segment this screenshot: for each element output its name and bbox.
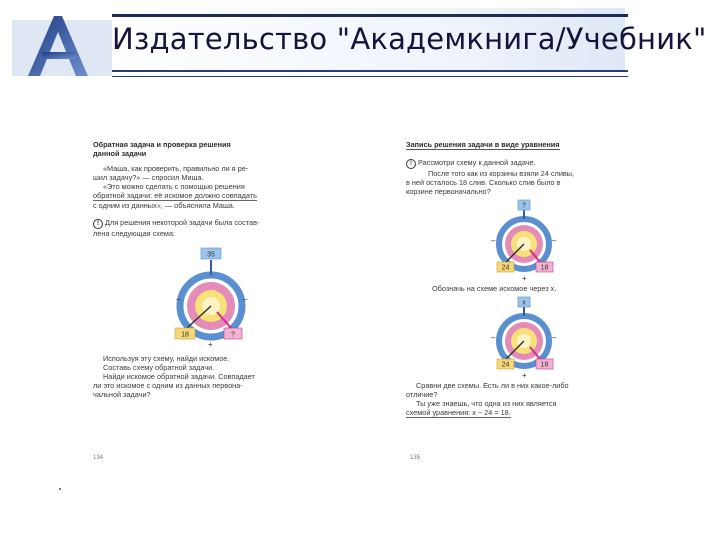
header-rule-bottom	[112, 70, 628, 72]
scheme-value-part-2: 18	[540, 264, 549, 272]
task-mark-icon: !	[406, 159, 416, 169]
svg-text:–: –	[491, 236, 496, 245]
header-rule-bottom-thin	[112, 76, 628, 77]
scheme-value-whole: x	[522, 299, 526, 307]
task-text: корзине первоначально?	[406, 187, 491, 196]
svg-text:+: +	[522, 371, 527, 380]
note-text: Обозначь на схеме искомое через x.	[432, 284, 557, 293]
scheme-value-part-1: 24	[501, 264, 510, 272]
question-line: Составь схему обратной задачи.	[103, 363, 215, 372]
scheme-diagram-2	[406, 295, 644, 381]
svg-text:+: +	[522, 274, 527, 283]
svg-text:+: +	[208, 340, 213, 349]
scheme-value-whole: ?	[522, 202, 526, 210]
paragraph-line: шил задачу?» — спросил Миша.	[93, 173, 204, 182]
page-number: 134	[93, 455, 104, 461]
task-text: Для решения некоторой задачи была состав-	[105, 218, 260, 227]
svg-text:–: –	[552, 333, 557, 342]
task-text: Рассмотри схему к данной задаче.	[418, 158, 536, 167]
scheme-value-part-1: 18	[181, 331, 189, 339]
textbook-page-right	[406, 140, 644, 465]
question-line: ли это искомое с одним из данных первона-	[93, 381, 243, 390]
textbook-page-left	[93, 140, 329, 465]
scheme-value-part-2: 18	[540, 361, 549, 369]
task-text: лена следующая схема:	[93, 229, 176, 238]
paragraph-line: обратной задачи: её искомое должно совпадать	[93, 191, 257, 200]
question-line: отличие?	[406, 390, 438, 399]
svg-text:–: –	[243, 295, 248, 304]
section-heading: Запись решения задачи в виде уравнения	[406, 140, 560, 149]
stray-dot	[59, 488, 61, 490]
question-line: схемой уравнения: x − 24 = 18.	[406, 408, 511, 417]
scheme-diagram-1	[406, 198, 644, 284]
task-mark-icon: !	[93, 219, 103, 229]
scheme-value-part-1: 24	[501, 361, 510, 369]
paragraph-line: «Это можно сделать с помощью решения	[103, 182, 245, 191]
paragraph-line: «Маша, как проверить, правильно ли я ре-	[103, 164, 249, 173]
section-heading: Обратная задача и проверка решения	[93, 140, 231, 149]
task-text: После того как из корзины взяли 24 сливы,	[428, 169, 575, 178]
question-line: Используя эту схему, найди искомое.	[103, 354, 230, 363]
header-rule-top	[112, 14, 628, 17]
svg-text:–: –	[176, 295, 181, 304]
section-heading-cont: данной задачи	[93, 149, 147, 158]
scheme-value-whole: 35	[207, 251, 215, 259]
task-text: в ней осталось 18 слив. Сколько слив было в	[406, 178, 561, 187]
question-line: Сравни две схемы. Есть ли в них какое-либо	[416, 381, 569, 390]
page-number: 135	[410, 455, 421, 461]
question-line: чальной задачи?	[93, 390, 151, 399]
paragraph-line: с одним из данных», — объяснила Маша.	[93, 201, 235, 210]
scheme-diagram	[93, 242, 329, 352]
scheme-value-part-2: ?	[231, 331, 235, 339]
publisher-logo	[12, 14, 112, 80]
svg-text:–: –	[491, 333, 496, 342]
svg-text:–: –	[552, 236, 557, 245]
page-title: Издательство "Академкнига/Учебник"	[112, 22, 707, 56]
question-line: Найди искомое обратной задачи. Совпадает	[103, 372, 255, 381]
question-line: Ты уже знаешь, что одна из них является	[416, 399, 557, 408]
slide-header	[0, 0, 720, 90]
